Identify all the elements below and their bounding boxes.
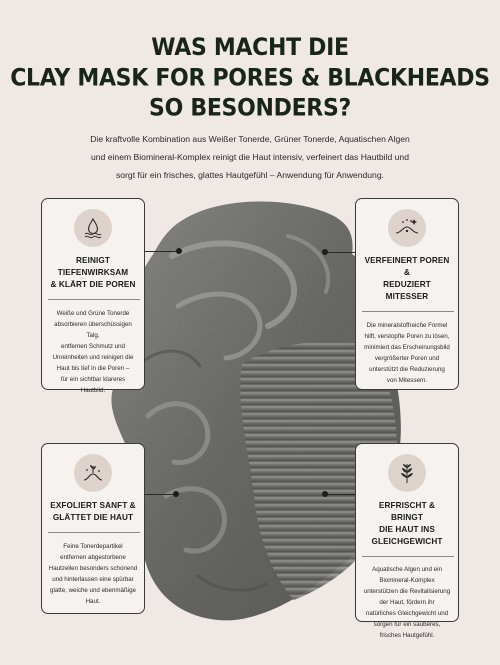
- card-body: Aquatische Algen und ein Biomineral-Komplex unterstützen die Revitalisierung der Haut, fördern ihr natürliches Gleichgewicht und sorgen für ein sauberes, frisches Hautgefühl.: [363, 566, 451, 639]
- leaf-branch-icon: [395, 461, 419, 485]
- connector-dot-3: [173, 491, 179, 497]
- card-divider: [362, 311, 454, 312]
- icon-badge: [74, 209, 112, 247]
- connector-dot-4: [322, 491, 328, 497]
- benefit-card-refresh-balance: [355, 443, 459, 639]
- pore-refine-icon: [394, 216, 420, 240]
- benefit-card-exfoliate: [41, 443, 145, 614]
- benefit-card-cleanse: [41, 198, 145, 394]
- card-title: EXFOLIERT SANFT & GLÄTTET DIE HAUT: [50, 501, 136, 522]
- water-drop-icon: [81, 216, 105, 240]
- card-body: Die mineralstoffreiche Formel hilft, verstopfte Poren zu lösen, minimiert das Erscheinungsbild vergrößerter Poren und unterstützt die Reduzierung von Mitessern.: [364, 322, 450, 384]
- exfoliate-icon: [81, 461, 105, 485]
- connector-line-1: [145, 251, 179, 252]
- intro-line-3: sorgt für ein frisches, glattes Hautgefühl – Anwendung für Anwendung.: [115, 170, 384, 180]
- connector-dot-1: [176, 248, 182, 254]
- intro-text: [70, 130, 430, 184]
- card-title: REINIGT TIEFENWIRKSAM & KLÄRT DIE POREN: [50, 256, 136, 289]
- headline-line-3: SO BESONDERS?: [149, 95, 351, 123]
- connector-line-2: [326, 252, 356, 253]
- card-body: Feine Tonerdepartikel entfernen abgestorbene Hautzellen besonders schonend und hinterlassen eine spürbar glatte, weiche und ebenmäßige Haut.: [48, 543, 138, 605]
- icon-badge: [388, 454, 426, 492]
- benefit-card-refine-pores: [355, 198, 459, 390]
- card-divider: [362, 556, 454, 557]
- headline-line-1: WAS MACHT DIE: [151, 34, 349, 62]
- icon-badge: [388, 209, 426, 247]
- intro-line-2: und einem Biomineral-Komplex reinigt die Haut intensiv, verfeinert das Hautbild und: [91, 152, 409, 162]
- card-title: VERFEINERT POREN & REDUZIERT MITESSER: [364, 256, 450, 301]
- card-divider: [48, 299, 140, 300]
- card-body: Weiße und Grüne Tonerde absorbieren überschüssigen Talg, entfernen Schmutz und Unreinheiten und reinigen die Haut bis tief in die Poren – für ein sichtbar klareres Hautbild.: [52, 310, 134, 394]
- icon-badge: [74, 454, 112, 492]
- headline-line-2: CLAY MASK FOR PORES & BLACKHEADS: [10, 64, 490, 92]
- connector-line-4: [327, 494, 357, 495]
- page-headline: [0, 34, 500, 125]
- card-divider: [48, 532, 140, 533]
- card-title: ERFRISCHT & BRINGT DIE HAUT INS GLEICHGEWICHT: [371, 501, 443, 546]
- connector-dot-2: [322, 249, 328, 255]
- intro-line-1: Die kraftvolle Kombination aus Weißer Tonerde, Grüner Tonerde, Aquatischen Algen: [90, 134, 410, 144]
